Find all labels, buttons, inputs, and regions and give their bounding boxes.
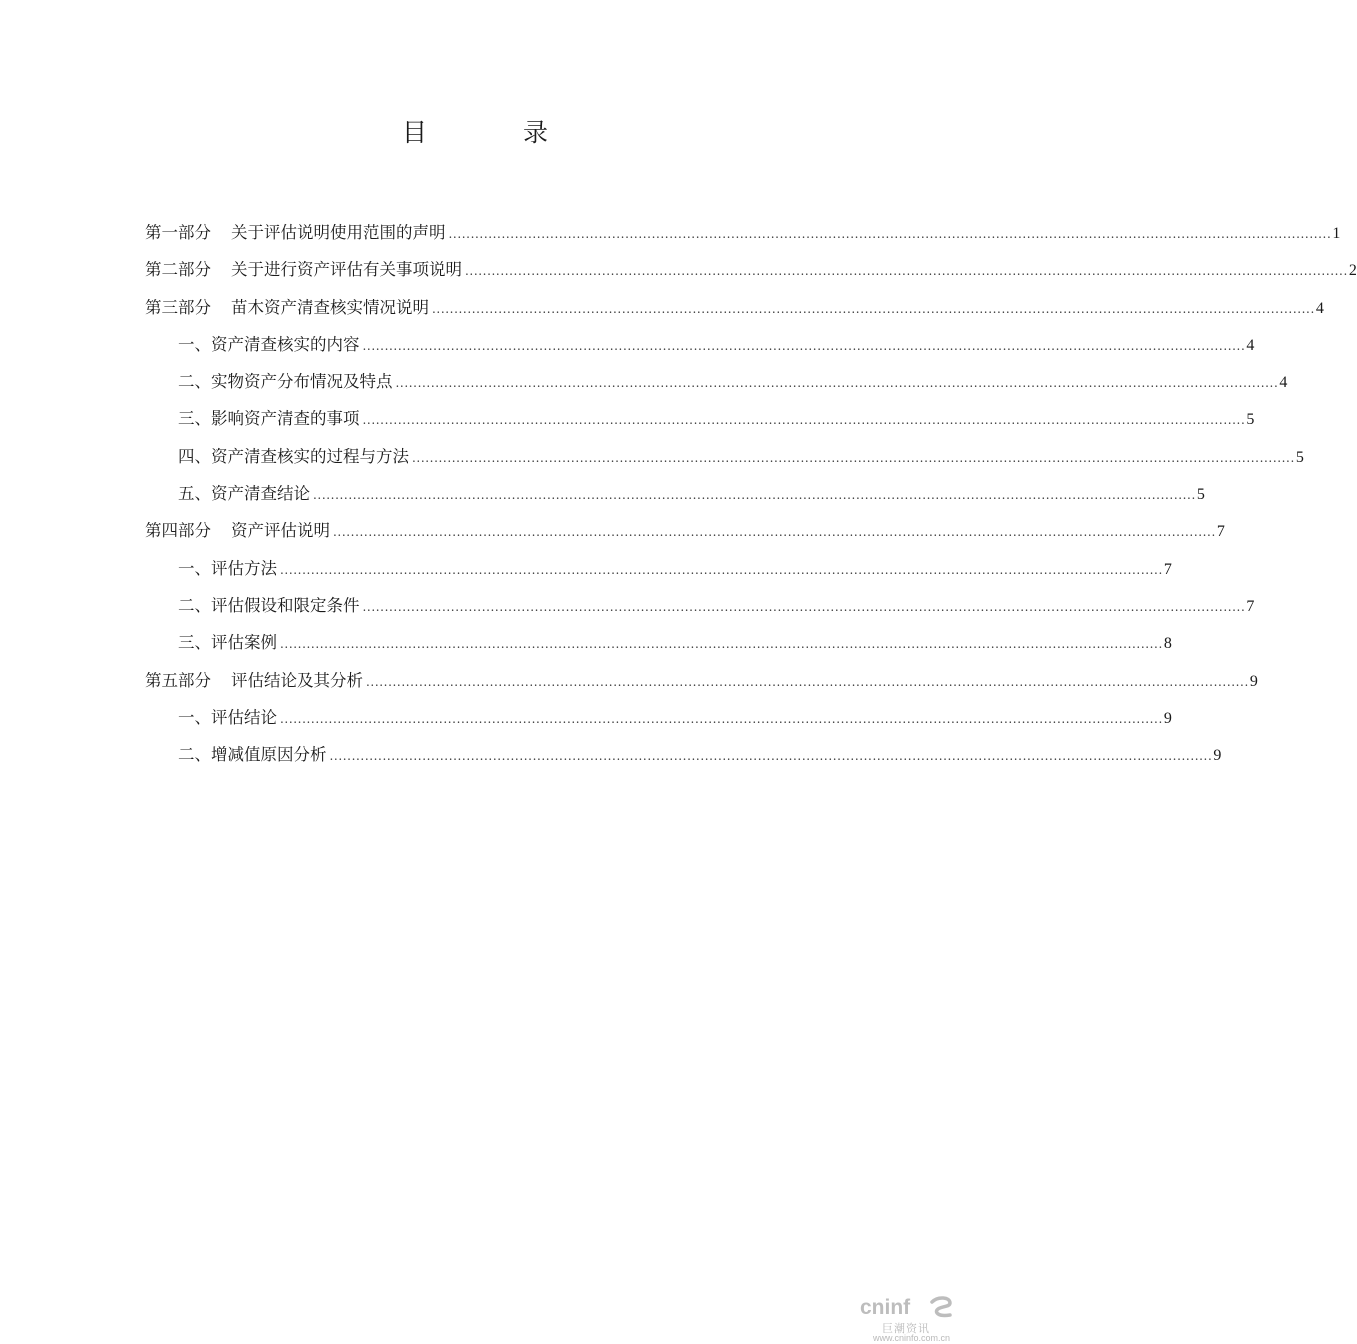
toc-entry[interactable]	[145, 254, 1357, 291]
dot-leader: ........................................................................................................................................................................................................	[329, 749, 1213, 764]
toc-page-number: 5	[1246, 411, 1255, 429]
toc-entry[interactable]	[145, 665, 1258, 702]
toc-page-number: 2	[1348, 262, 1357, 280]
dot-leader: ........................................................................................................................................................................................................	[395, 376, 1279, 391]
toc-entry-title: 一、评估方法	[178, 558, 277, 578]
toc-entry-title: 苗木资产清查核实情况说明	[231, 297, 429, 317]
toc-subentry[interactable]	[145, 441, 1304, 478]
table-of-contents	[145, 217, 1357, 776]
dot-leader: ........................................................................................................................................................................................................	[432, 301, 1315, 316]
toc-entry-title: 三、影响资产清查的事项	[178, 409, 360, 429]
logo-wordmark: cninf	[860, 1296, 911, 1319]
toc-entry-title: 一、评估结论	[178, 707, 277, 727]
toc-entry-title: 五、资产清查结论	[178, 484, 310, 504]
dot-leader: ........................................................................................................................................................................................................	[362, 413, 1246, 428]
toc-subentry[interactable]	[145, 403, 1255, 440]
toc-entry[interactable]	[145, 515, 1225, 552]
dot-leader: ........................................................................................................................................................................................................	[465, 264, 1348, 279]
watermark-brand-cn: 巨潮资讯	[882, 1323, 930, 1335]
toc-page-number: 4	[1246, 336, 1255, 354]
toc-entry-title: 资产评估说明	[231, 521, 330, 541]
toc-part-label: 第五部分	[145, 670, 211, 690]
toc-page-number: 5	[1295, 448, 1304, 466]
toc-entry[interactable]	[145, 217, 1341, 254]
toc-part-label: 第三部分	[145, 297, 211, 317]
toc-part-label: 第四部分	[145, 521, 211, 541]
toc-entry-title: 一、资产清查核实的内容	[178, 334, 360, 354]
dot-leader: ........................................................................................................................................................................................................	[366, 674, 1249, 689]
toc-page-number: 9	[1163, 709, 1172, 727]
toc-entry-title: 三、评估案例	[178, 633, 277, 653]
toc-entry-title: 四、资产清查核实的过程与方法	[178, 446, 409, 466]
toc-subentry[interactable]	[145, 329, 1255, 366]
dot-leader: ........................................................................................................................................................................................................	[412, 450, 1295, 465]
toc-subentry[interactable]	[145, 478, 1205, 515]
cninfo-watermark	[854, 1280, 950, 1344]
dot-leader: ........................................................................................................................................................................................................	[280, 637, 1163, 652]
toc-page-number: 5	[1196, 486, 1205, 504]
dot-leader: ........................................................................................................................................................................................................	[280, 711, 1163, 726]
toc-subentry[interactable]	[145, 553, 1172, 590]
toc-entry-title: 二、实物资产分布情况及特点	[178, 372, 393, 392]
toc-page-number: 7	[1246, 597, 1255, 615]
dot-leader: ........................................................................................................................................................................................................	[362, 599, 1246, 614]
watermark-url: www.cninfo.com.cn	[872, 1333, 950, 1343]
toc-page-number: 9	[1213, 747, 1222, 765]
toc-subentry[interactable]	[145, 627, 1172, 664]
toc-part-label: 第一部分	[145, 223, 211, 242]
toc-entry-title: 评估结论及其分析	[231, 670, 363, 690]
cninfo-logo-icon	[858, 1294, 950, 1320]
toc-subentry[interactable]	[145, 702, 1172, 739]
dot-leader: ........................................................................................................................................................................................................	[362, 338, 1246, 353]
toc-page-number: 7	[1216, 523, 1225, 541]
toc-subentry[interactable]	[145, 739, 1222, 776]
toc-page-number: 8	[1163, 635, 1172, 653]
toc-page-number: 4	[1315, 299, 1324, 317]
toc-page-number: 4	[1279, 374, 1288, 392]
toc-page-number: 1	[1332, 225, 1341, 242]
dot-leader: ........................................................................................................................................................................................................	[448, 227, 1332, 241]
dot-leader: ........................................................................................................................................................................................................	[313, 488, 1196, 503]
toc-page-number: 9	[1249, 672, 1258, 690]
dot-leader: ........................................................................................................................................................................................................	[280, 562, 1163, 577]
toc-entry[interactable]	[145, 292, 1324, 329]
toc-page-number: 7	[1163, 560, 1172, 578]
toc-subentry[interactable]	[145, 366, 1288, 403]
toc-entry-title: 关于进行资产评估有关事项说明	[231, 260, 462, 280]
toc-subentry[interactable]	[145, 590, 1255, 627]
page-title: 目 录	[402, 118, 592, 147]
toc-part-label: 第二部分	[145, 260, 211, 280]
dot-leader: ........................................................................................................................................................................................................	[333, 525, 1216, 540]
toc-entry-title: 二、评估假设和限定条件	[178, 595, 360, 615]
toc-entry-title: 二、增减值原因分析	[178, 745, 327, 765]
toc-entry-title: 关于评估说明使用范围的声明	[231, 223, 446, 242]
